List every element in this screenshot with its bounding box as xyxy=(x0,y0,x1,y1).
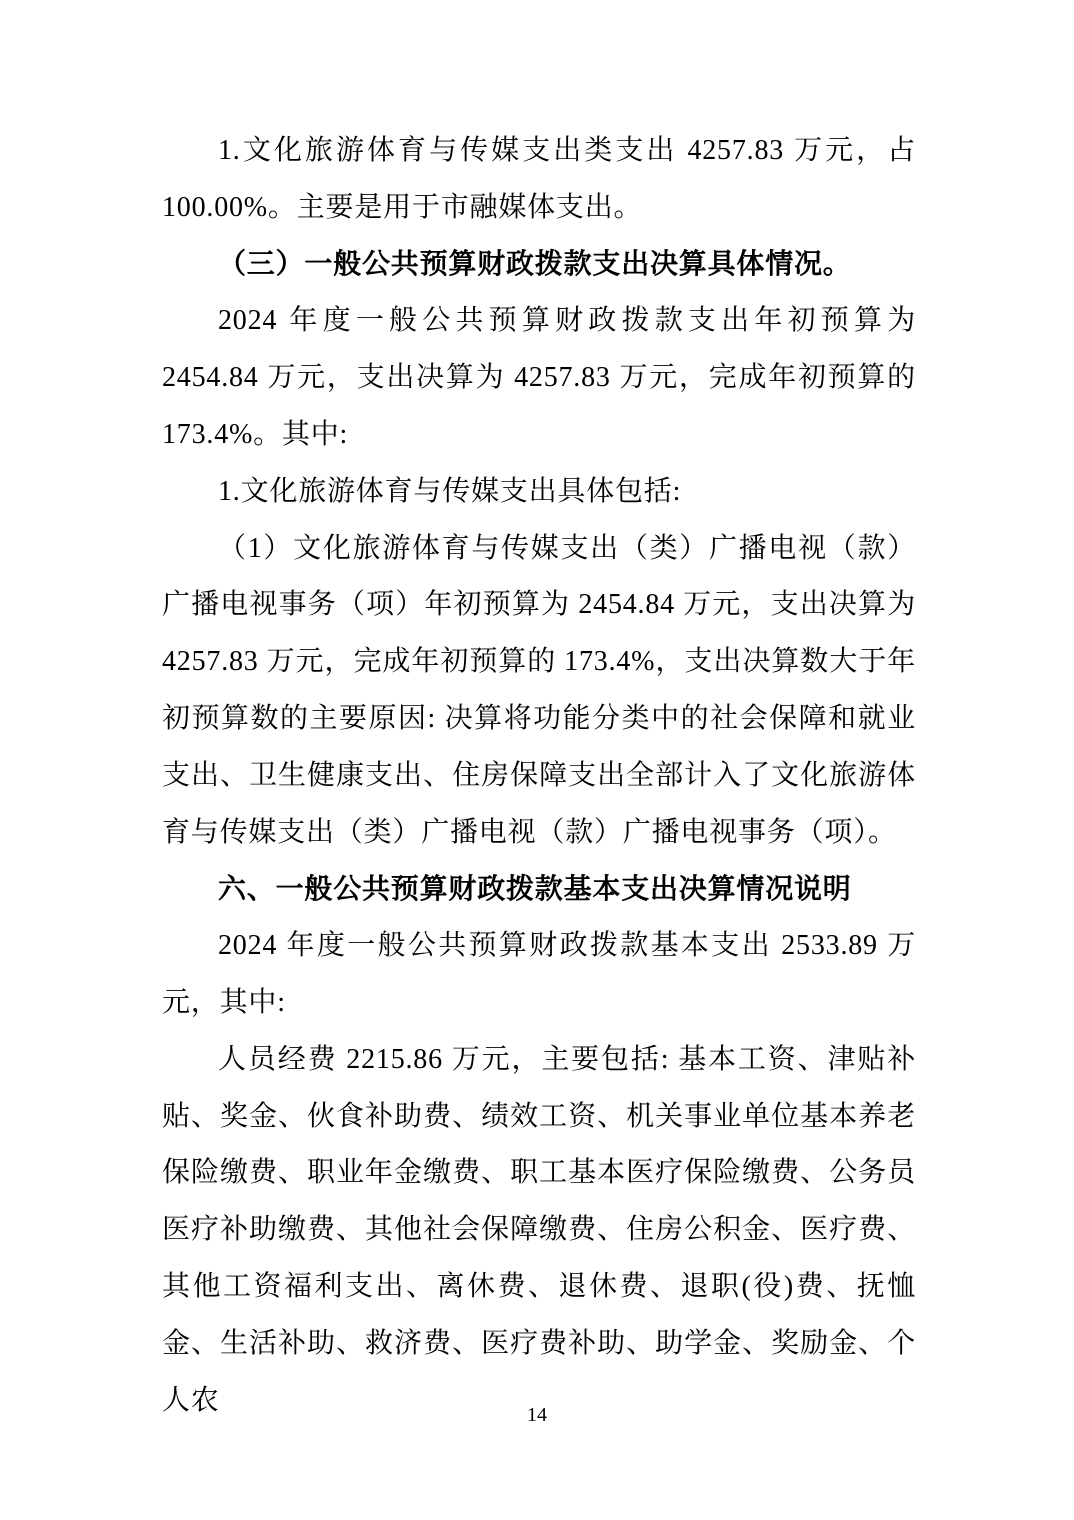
subsection-heading-3: （三）一般公共预算财政拨款支出决算具体情况。 xyxy=(218,248,852,280)
page-footer xyxy=(0,1404,1074,1427)
page-number: 14 xyxy=(527,1404,547,1426)
section-heading-6: 六、一般公共预算财政拨款基本支出决算情况说明 xyxy=(218,873,852,905)
body-paragraph-basic-expenditure: 2024 年度一般公共预算财政拨款基本支出 2533.89 万元，其中: xyxy=(162,930,916,1018)
body-paragraph-detail-item-1: （1）文化旅游体育与传媒支出（类）广播电视（款）广播电视事务（项）年初预算为 2454.84 万元，支出决算为 4257.83 万元，完成年初预算的 173.4%，支出决算数大于年初预算数的主要原因: 决算将功能分类中的社会保障和就业支出、卫生健康支出、住房保障支出全部计入了文化旅游体育与传媒支出（类）广播电视（款）广播电视事务（项）。 xyxy=(162,532,916,848)
body-paragraph-expenditure-class-summary: 1.文化旅游体育与传媒支出类支出 4257.83 万元，占100.00%。主要是用于市融媒体支出。 xyxy=(162,135,916,223)
page-content xyxy=(162,123,916,1429)
body-paragraph-detail-intro: 1.文化旅游体育与传媒支出具体包括: xyxy=(218,475,682,507)
body-paragraph-budget-vs-final: 2024 年度一般公共预算财政拨款支出年初预算为 2454.84 万元，支出决算为 4257.83 万元，完成年初预算的 173.4%。其中: xyxy=(162,305,916,450)
body-paragraph-personnel-expense: 人员经费 2215.86 万元，主要包括: 基本工资、津贴补贴、奖金、伙食补助费、绩效工资、机关事业单位基本养老保险缴费、职业年金缴费、职工基本医疗保险缴费、公务员医疗补助缴费、其他社会保障缴费、住房公积金、医疗费、其他工资福利支出、离休费、退休费、退职(役)费、抚恤金、生活补助、救济费、医疗费补助、助学金、奖励金、个人农 xyxy=(162,1043,916,1416)
